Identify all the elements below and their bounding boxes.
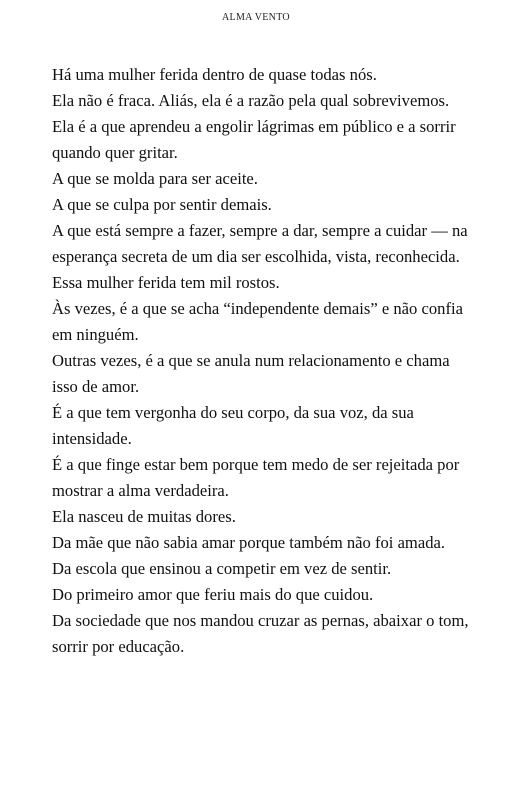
paragraph: Da escola que ensinou a competir em vez de sentir. <box>52 559 392 578</box>
paragraph: Há uma mulher ferida dentro de quase todas nós. <box>52 65 377 84</box>
paragraph: Do primeiro amor que feriu mais do que cuidou. <box>52 585 374 604</box>
paragraph: É a que finge estar bem porque tem medo de ser rejeitada por mostrar a alma verdadeira. <box>52 455 460 500</box>
paragraph: É a que tem vergonha do seu corpo, da sua voz, da sua intensidade. <box>52 403 414 448</box>
paragraph: A que está sempre a fazer, sempre a dar, sempre a cuidar — na esperança secreta de um dia ser escolhida, vista, reconhecida. <box>52 221 468 266</box>
body-text <box>52 62 470 660</box>
paragraph: A que se molda para ser aceite. <box>52 169 258 188</box>
paragraph: Essa mulher ferida tem mil rostos. <box>52 273 280 292</box>
paragraph: A que se culpa por sentir demais. <box>52 195 272 214</box>
paragraph: Ela não é fraca. Aliás, ela é a razão pela qual sobrevivemos. <box>52 91 450 110</box>
paragraph: Da mãe que não sabia amar porque também não foi amada. <box>52 533 446 552</box>
paragraph: Às vezes, é a que se acha “independente demais” e não confia em ninguém. <box>52 299 463 344</box>
paragraph: Outras vezes, é a que se anula num relacionamento e chama isso de amor. <box>52 351 450 396</box>
paragraph: Da sociedade que nos mandou cruzar as pernas, abaixar o tom, sorrir por educação. <box>52 611 469 656</box>
running-header: ALMA VENTO <box>222 12 290 23</box>
paragraph: Ela nasceu de muitas dores. <box>52 507 236 526</box>
paragraph: Ela é a que aprendeu a engolir lágrimas em público e a sorrir quando quer gritar. <box>52 117 456 162</box>
